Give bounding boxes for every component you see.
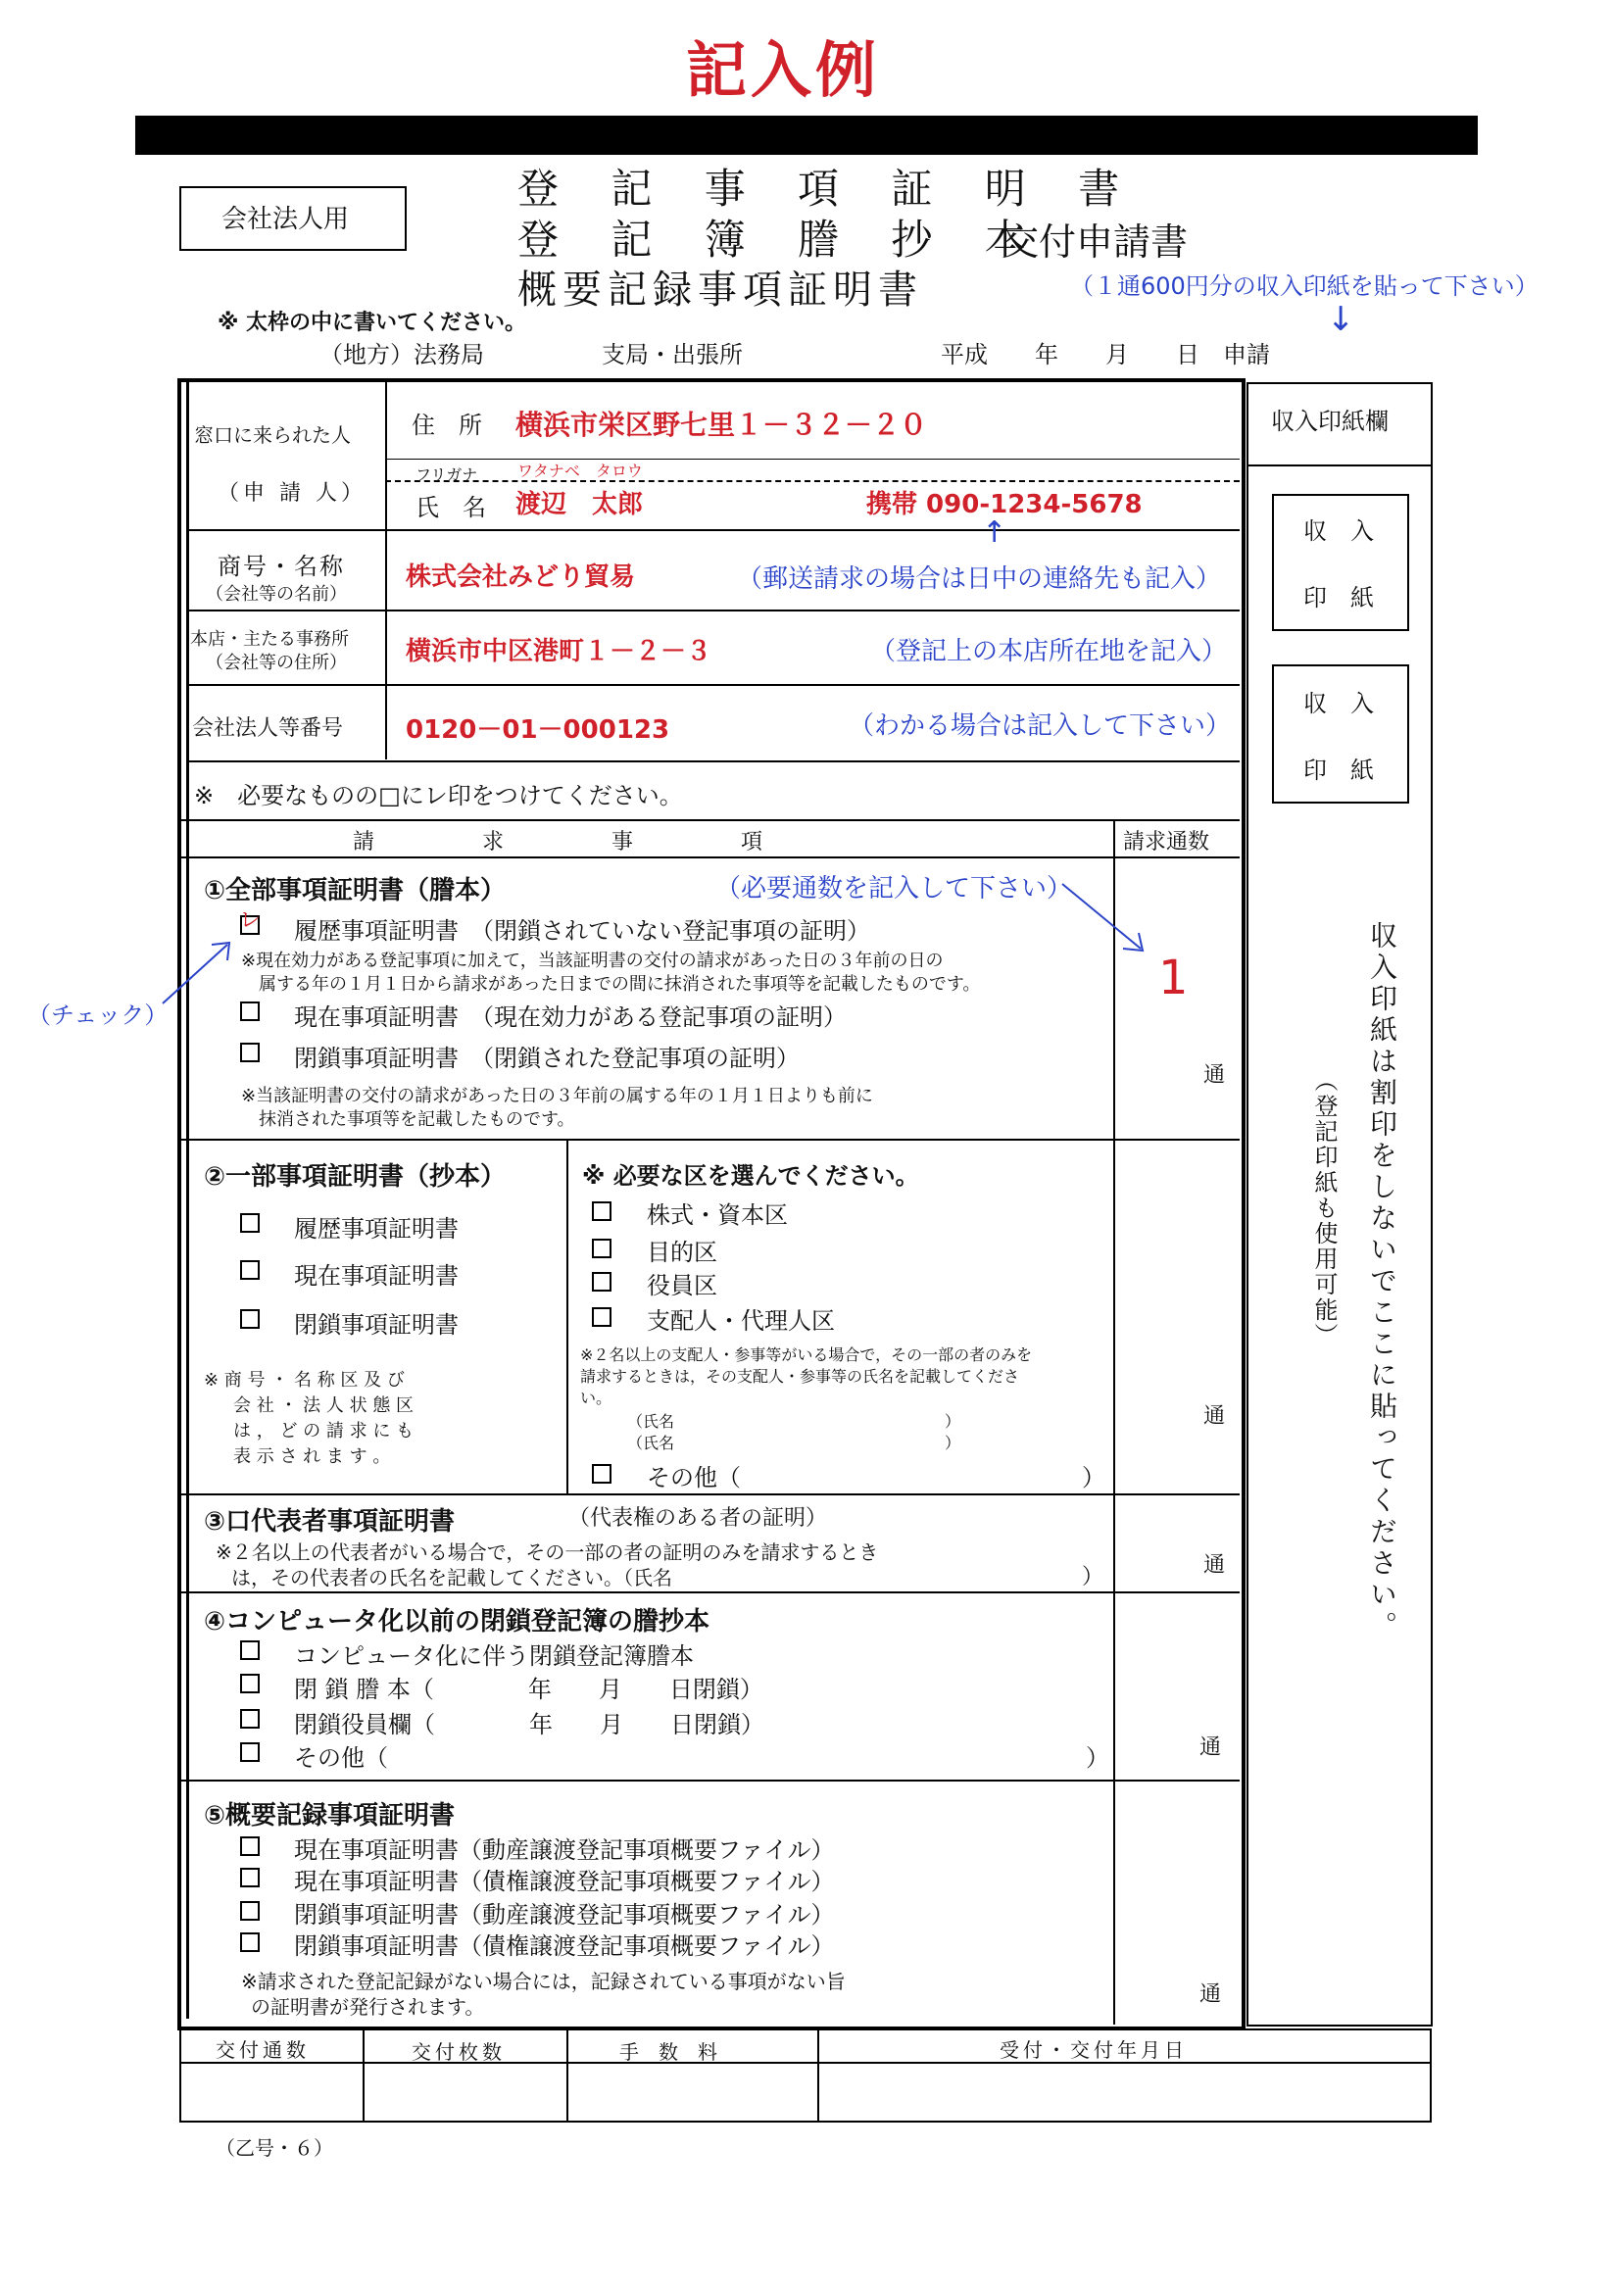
footer-col-1 xyxy=(363,2028,365,2123)
hq-bottom xyxy=(186,684,1240,686)
s1-item2: 現在事項証明書 （現在効力がある登記事項の証明） xyxy=(294,1003,847,1031)
hq-value: 横浜市中区港町１－２－３ xyxy=(406,637,712,666)
company-bottom xyxy=(186,610,1240,611)
corpno-value: 0120－01－000123 xyxy=(406,715,670,745)
check-note: ※ 必要なものの□にレ印をつけてください。 xyxy=(194,782,683,809)
s4-item3-checkbox[interactable] xyxy=(240,1709,260,1729)
s2-item1-checkbox[interactable] xyxy=(240,1213,260,1233)
s3-title: ③口代表者事項証明書 xyxy=(204,1507,456,1537)
office-line: （地方）法務局 支局・出張所 xyxy=(319,341,743,368)
furigana-divider xyxy=(385,480,1240,482)
s2-item3: 閉鎖事項証明書 xyxy=(294,1311,459,1339)
s5-item4: 閉鎖事項証明書（債権譲渡登記事項概要ファイル） xyxy=(294,1932,835,1960)
s2-note-1: ※ 商 号 ・ 名 称 区 及 び xyxy=(204,1370,405,1391)
s5-item1-checkbox[interactable] xyxy=(240,1836,260,1856)
s5-item3-checkbox[interactable] xyxy=(240,1901,260,1921)
s2-r-item1-checkbox[interactable] xyxy=(592,1201,611,1221)
s1-title: ①全部事項証明書（謄本） xyxy=(204,876,507,905)
s4-bottom xyxy=(180,1780,1240,1782)
s2-r-item3: 役員区 xyxy=(647,1272,717,1299)
stamp-header: 収入印紙欄 xyxy=(1271,408,1389,435)
s5-item2-checkbox[interactable] xyxy=(240,1868,260,1887)
s1-item2-checkbox[interactable] xyxy=(240,1001,260,1021)
footer-divider xyxy=(179,2062,1432,2064)
title-line-3: 概要記録事項証明書 xyxy=(517,268,923,313)
title-line-1: 登 記 事 項 証 明 書 xyxy=(517,165,1140,213)
stamp-box-2-line1: 収 入 xyxy=(1303,690,1374,717)
s1-bottom xyxy=(180,1139,1240,1141)
s4-item1: コンピュータ化に伴う閉鎖登記簿謄本 xyxy=(294,1642,694,1670)
col-request: 請 求 事 項 xyxy=(353,830,763,855)
s2-r-item1: 株式・資本区 xyxy=(647,1201,788,1229)
name-value: 渡辺 太郎 xyxy=(515,490,644,519)
corp-label: 会社法人用 xyxy=(221,205,350,234)
s2-item2-checkbox[interactable] xyxy=(240,1260,260,1280)
s1-item3-checkbox[interactable] xyxy=(240,1043,260,1062)
s1-check-mark: レ xyxy=(239,908,262,933)
s2-other-checkbox[interactable] xyxy=(592,1464,611,1484)
s4-tsu: 通 xyxy=(1199,1735,1222,1760)
addr-divider xyxy=(385,459,1240,460)
s2-item2: 現在事項証明書 xyxy=(294,1262,459,1290)
s2-r-item4-checkbox[interactable] xyxy=(592,1307,611,1327)
applicant-bottom xyxy=(186,529,1240,531)
s4-close: ） xyxy=(1086,1744,1109,1772)
s2-divider xyxy=(566,1139,568,1493)
s5-item4-checkbox[interactable] xyxy=(240,1932,260,1952)
s4-item4: その他（ xyxy=(294,1744,388,1772)
check-hint: （チェック） xyxy=(27,1001,169,1029)
hq-hint: （登記上の本店所在地を記入） xyxy=(870,637,1228,666)
s2-item3-checkbox[interactable] xyxy=(240,1309,260,1329)
s2-bottom xyxy=(180,1493,1240,1495)
hq-label: 本店・主たる事務所 xyxy=(190,629,349,650)
s4-item2-checkbox[interactable] xyxy=(240,1674,260,1693)
company-value: 株式会社みどり貿易 xyxy=(406,562,636,592)
footer-col-3 xyxy=(817,2028,819,2123)
title-suffix: 交付申請書 xyxy=(1002,220,1189,264)
s2-r-item3-checkbox[interactable] xyxy=(592,1272,611,1292)
company-label: 商号・名称 xyxy=(218,553,345,580)
s2-right-title: ※ 必要な区を選んでください。 xyxy=(582,1162,919,1190)
corpno-bottom xyxy=(186,760,1240,762)
s2-item1: 履歴事項証明書 xyxy=(294,1215,459,1243)
form-code: （乙号・６） xyxy=(216,2136,333,2160)
date-line: 平成 年 月 日 申請 xyxy=(941,341,1270,368)
header-bottom xyxy=(180,856,1240,858)
s5-item3: 閉鎖事項証明書（動産譲渡登記事項概要ファイル） xyxy=(294,1901,835,1929)
corpno-hint: （わかる場合は記入して下さい） xyxy=(849,711,1232,741)
s1-count-hint: （必要通数を記入して下さい） xyxy=(715,874,1073,904)
s1-note1a: ※現在効力がある登記事項に加えて，当該証明書の交付の請求があった日の３年前の日の xyxy=(241,951,944,971)
s2-note-2: 会 社 ・ 法 人 状 態 区 xyxy=(233,1395,415,1416)
stamp-vertical-note: 収入印紙は割印をしないでここに貼ってください。 xyxy=(1366,921,1398,1642)
s2-note-3: は ， ど の 請 求 に も xyxy=(233,1421,415,1441)
s3-tsu: 通 xyxy=(1203,1553,1226,1578)
applicant-label: 窓口に来られた人 xyxy=(194,423,351,447)
stamp-hint: （１通600円分の収入印紙を貼って下さい） xyxy=(1070,272,1539,300)
s2-other: その他（ xyxy=(647,1464,741,1491)
stamp-box-1-line1: 収 入 xyxy=(1303,517,1374,545)
s3-bottom xyxy=(180,1591,1240,1593)
arrow-down-icon: ↓ xyxy=(1327,300,1355,339)
stamp-box-1-line2: 印 紙 xyxy=(1303,584,1374,611)
s1-item1: 履歴事項証明書 （閉鎖されていない登記事項の証明） xyxy=(294,917,870,945)
check-arrow xyxy=(157,939,235,1007)
header-top xyxy=(180,819,1240,821)
s5-tsu: 通 xyxy=(1199,1982,1222,2007)
s1-note2a: ※当該証明書の交付の請求があった日の３年前の属する年の１月１日よりも前に xyxy=(241,1086,873,1106)
s4-item4-checkbox[interactable] xyxy=(240,1742,260,1762)
s1-tsu: 通 xyxy=(1203,1063,1226,1088)
frame-inner-line xyxy=(186,382,189,2019)
name-label: 氏 名 xyxy=(415,494,486,521)
thick-frame-note: ※ 太枠の中に書いてください。 xyxy=(218,311,527,335)
s2-r-note-3: い。 xyxy=(580,1389,612,1407)
company-label-2: （会社等の名前） xyxy=(206,584,347,605)
footer-col-sheets: 交付枚数 xyxy=(412,2040,506,2064)
hq-label-2: （会社等の住所） xyxy=(206,653,347,673)
s2-shimei-1-close: ） xyxy=(945,1412,961,1431)
s1-note1b: 属する年の１月１日から請求があった日までの間に抹消された事項等を記載したものです。 xyxy=(259,974,981,995)
corpno-label: 会社法人等番号 xyxy=(192,716,344,741)
example-heading: 記入例 xyxy=(686,34,881,106)
footer-col-issue-count: 交付通数 xyxy=(216,2038,310,2062)
s2-shimei-1: （氏名 xyxy=(627,1412,675,1431)
furigana-label: フリガナ xyxy=(415,465,478,484)
footer-col-2 xyxy=(566,2028,568,2123)
s4-item1-checkbox[interactable] xyxy=(240,1640,260,1660)
arrow-up-icon: ↑ xyxy=(982,515,1007,550)
s2-tsu: 通 xyxy=(1203,1404,1226,1429)
s3-close: ） xyxy=(1082,1565,1104,1589)
count-col-divider xyxy=(1113,819,1115,2025)
stamp-box-2-line2: 印 紙 xyxy=(1303,757,1374,784)
s4-item2: 閉 鎖 謄 本（ 年 月 日閉鎖） xyxy=(294,1676,763,1703)
s5-item1: 現在事項証明書（動産譲渡登記事項概要ファイル） xyxy=(294,1836,835,1864)
s2-shimei-2: （氏名 xyxy=(627,1434,675,1452)
col-count: 請求通数 xyxy=(1123,830,1210,855)
furigana-value: ワタナベ タロウ xyxy=(517,462,643,480)
stamp-vertical-note-2: （登記印紙も使用可能） xyxy=(1310,1068,1338,1348)
s2-note-4: 表 示 さ れ ま す 。 xyxy=(233,1446,391,1467)
footer-col-fee: 手 数 料 xyxy=(619,2040,717,2064)
s1-note2b: 抹消された事項等を記載したものです。 xyxy=(259,1109,575,1130)
s5-note-2: の証明書が発行されます。 xyxy=(251,1995,485,2019)
s5-note-1: ※請求された登記記録がない場合には，記録されている事項がない旨 xyxy=(241,1970,846,1993)
s5-title: ⑤概要記録事項証明書 xyxy=(204,1801,456,1831)
label-col-divider xyxy=(385,382,387,759)
company-hint: （郵送請求の場合は日中の連絡先も記入） xyxy=(737,564,1222,594)
s5-item2: 現在事項証明書（債権譲渡登記事項概要ファイル） xyxy=(294,1868,835,1895)
s2-other-close: ） xyxy=(1082,1464,1105,1491)
phone-value: 携帯 090-1234-5678 xyxy=(866,490,1143,519)
s2-r-note-2: 請求するときは，その支配人・参事等の氏名を記載してくださ xyxy=(580,1367,1020,1386)
s4-title: ④コンピュータ化以前の閉鎖登記簿の謄抄本 xyxy=(204,1607,710,1637)
s1-item3: 閉鎖事項証明書 （閉鎖された登記事項の証明） xyxy=(294,1045,800,1072)
s3-sub: （代表権のある者の証明） xyxy=(568,1506,828,1531)
title-line-2: 登 記 簿 謄 抄 本 xyxy=(517,216,1046,264)
applicant-label-2: （申 請 人） xyxy=(218,481,367,506)
s3-note-2: は，その代表者の氏名を記載してください。（氏名 xyxy=(231,1566,672,1589)
redaction-bar xyxy=(135,116,1478,155)
s2-title: ②一部事項証明書（抄本） xyxy=(204,1162,507,1192)
address-value: 横浜市栄区野七里１－３２－２０ xyxy=(515,409,928,441)
s2-r-item2: 目的区 xyxy=(647,1239,717,1266)
footer-table xyxy=(179,2028,1432,2123)
s2-r-note-1: ※２名以上の支配人・参事等がいる場合で，その一部の者のみを xyxy=(580,1345,1033,1364)
s3-note-1: ※２名以上の代表者がいる場合で，その一部の者の証明のみを請求するとき xyxy=(216,1540,879,1564)
address-label: 住 所 xyxy=(412,412,482,439)
s1-count-value[interactable]: 1 xyxy=(1158,951,1189,1005)
s2-shimei-2-close: ） xyxy=(945,1434,961,1452)
s1-count-arrow xyxy=(1058,880,1152,958)
s2-r-item4: 支配人・代理人区 xyxy=(647,1307,835,1335)
footer-col-date: 受付・交付年月日 xyxy=(1000,2038,1188,2062)
s2-r-item2-checkbox[interactable] xyxy=(592,1239,611,1258)
stamp-header-divider xyxy=(1246,464,1433,466)
s4-item3: 閉鎖役員欄（ 年 月 日閉鎖） xyxy=(294,1711,764,1738)
